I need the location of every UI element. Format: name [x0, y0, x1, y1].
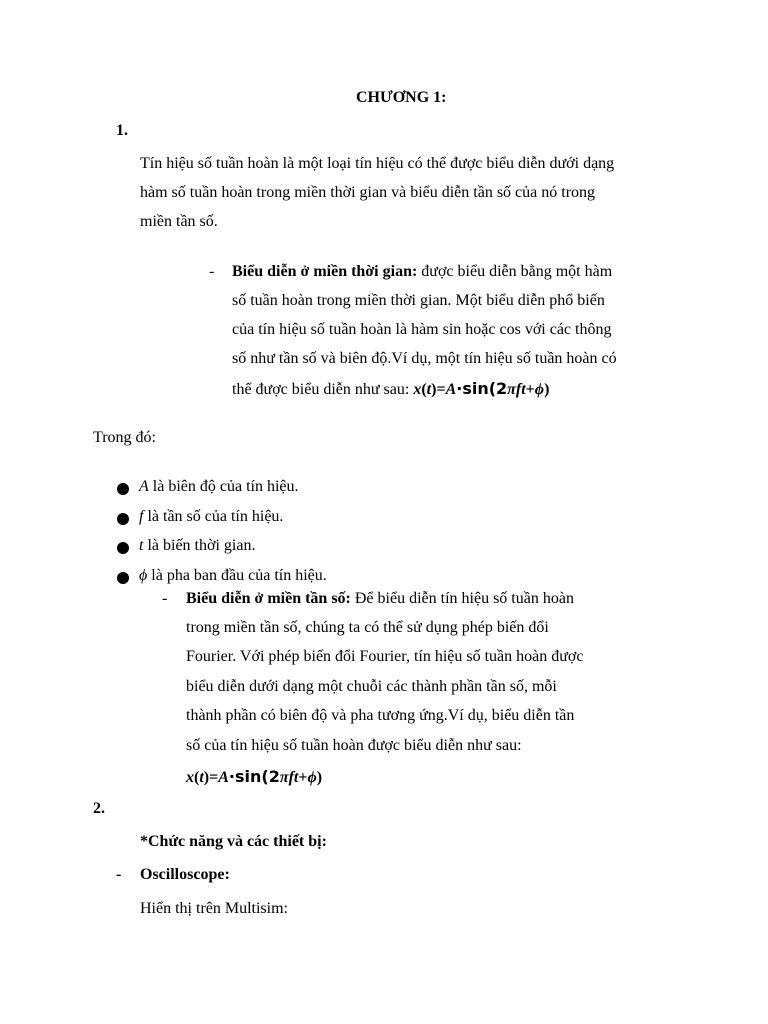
freq-domain-first-line	[186, 590, 574, 608]
where-label: Trong đó:	[93, 429, 156, 446]
section-number-1: 1.	[116, 122, 128, 139]
freq-domain-line: biểu diễn dưới dạng một chuỗi các thành phần tần số, mỗi	[186, 678, 557, 695]
formula-lp: (	[194, 769, 200, 786]
formula-close: )	[544, 381, 550, 398]
intro-line: hàm số tuần hoàn trong miền thời gian và biểu diễn tần số của nó trong	[140, 184, 596, 201]
freq-domain-heading: Biểu diễn ở miền tần số:	[186, 590, 351, 607]
freq-domain-line: thành phần có biên độ và pha tương ứng.Ví dụ, biểu diễn tần	[186, 707, 575, 724]
bullet-icon	[117, 513, 129, 525]
freq-domain-line: trong miền tần số, chúng ta có thể sử dụng phép biến đổi	[186, 619, 549, 636]
intro-line: Tín hiệu số tuần hoàn là một loại tín hiệu có thể được biểu diễn dưới dạng	[140, 155, 615, 172]
definition-symbol: t	[139, 537, 144, 554]
formula-ft: ft	[515, 381, 526, 398]
bullet-icon	[117, 542, 129, 554]
definition-text: là biên độ của tín hiệu.	[148, 478, 299, 495]
time-domain-first-line-text: được biểu diễn bằng một hàm	[417, 263, 613, 280]
time-domain-first-line	[232, 263, 612, 281]
definition-text: là tần số của tín hiệu.	[143, 508, 284, 525]
time-domain-last-line-text: thể được biểu diễn như sau:	[232, 381, 414, 398]
time-domain-last-line	[232, 379, 549, 399]
functions-heading: *Chức năng và các thiết bị:	[140, 833, 327, 850]
formula-a: A	[445, 381, 457, 398]
chapter-title: CHƯƠNG 1:	[356, 89, 447, 106]
formula-x: x	[413, 381, 422, 398]
formula-plus: +	[525, 381, 535, 398]
formula-rp-eq: )=	[431, 381, 446, 398]
dash-marker: -	[162, 590, 168, 607]
time-domain-line: số như tần số và biên độ.Ví dụ, một tín hiệu số tuần hoàn có	[232, 350, 617, 367]
formula-plus: +	[298, 769, 308, 786]
freq-domain-line: số của tín hiệu số tuần hoàn được biểu diễn như sau:	[186, 737, 522, 754]
dash-marker: -	[116, 866, 122, 883]
formula-t: t	[426, 381, 432, 398]
formula-phi: ϕ	[534, 381, 545, 398]
formula-pi: π	[507, 381, 516, 398]
formula-sin: ·sin(2	[456, 379, 508, 398]
formula-freq	[186, 767, 322, 787]
formula-lp: (	[421, 381, 427, 398]
dash-marker: -	[209, 263, 215, 280]
formula-a: A	[218, 769, 229, 786]
time-domain-line: số tuần hoàn trong miền thời gian. Một biểu diễn phổ biến	[232, 292, 605, 309]
section-number-2: 2.	[93, 800, 105, 817]
formula-sin: ·sin(2	[228, 767, 280, 786]
definition-item	[139, 508, 283, 526]
freq-domain-line: Fourier. Với phép biến đổi Fourier, tín hiệu số tuần hoàn được	[186, 648, 584, 665]
multisim-line: Hiển thị trên Multisim:	[140, 900, 288, 917]
time-domain-line: của tín hiệu số tuần hoàn là hàm sin hoặc cos với các thông	[232, 321, 612, 338]
definition-symbol: ϕ	[139, 567, 148, 584]
oscilloscope-heading: Oscilloscope:	[140, 866, 230, 883]
definition-symbol: f	[139, 508, 144, 525]
time-domain-heading: Biểu diễn ở miền thời gian:	[232, 263, 418, 280]
definition-symbol: A	[139, 478, 149, 495]
definition-item	[139, 567, 327, 585]
formula-ft: ft	[288, 769, 299, 786]
bullet-icon	[117, 572, 129, 584]
definition-item	[139, 478, 299, 496]
definition-text: là pha ban đầu của tín hiệu.	[147, 567, 327, 584]
formula-t: t	[199, 769, 204, 786]
formula-pi: π	[279, 769, 289, 786]
definition-text: là biến thời gian.	[143, 537, 256, 554]
bullet-icon	[117, 483, 129, 495]
intro-line: miền tần số.	[140, 213, 218, 230]
formula-x: x	[186, 769, 194, 786]
formula-close: )	[316, 769, 323, 786]
definition-item	[139, 537, 255, 555]
freq-domain-first-line-text: Để biểu diễn tín hiệu số tuần hoàn	[350, 590, 574, 607]
formula-time	[413, 381, 549, 398]
formula-rp-eq: )=	[203, 769, 219, 786]
formula-phi: ϕ	[307, 769, 317, 786]
